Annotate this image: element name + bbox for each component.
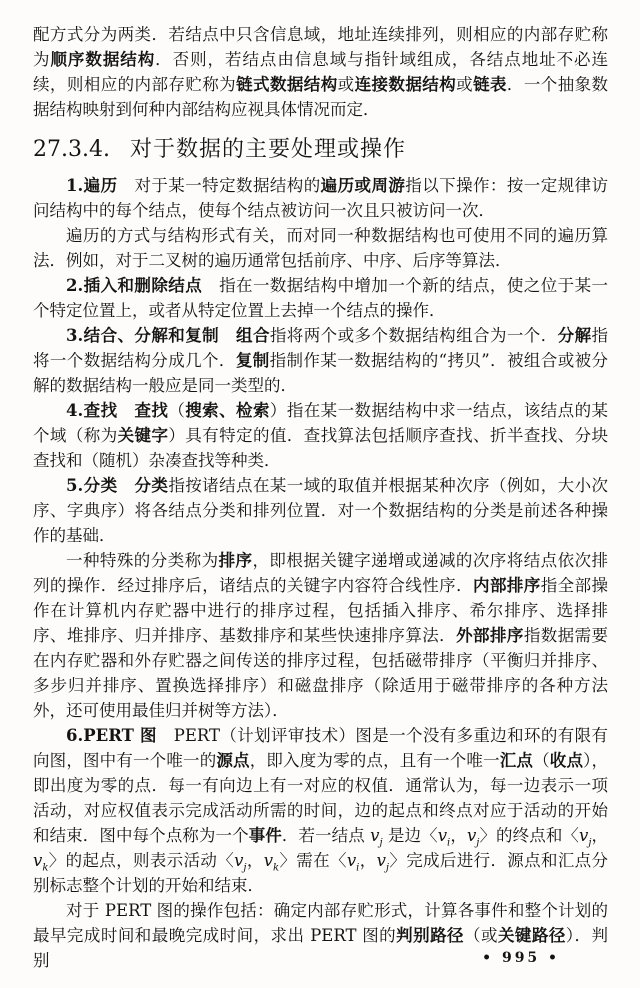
text-run: 或 <box>337 75 355 94</box>
subscript: j <box>385 862 390 874</box>
text-run: PERT（计划评审技术）图是一个没有多重边和环的有限有向图，图中有一个唯一的 <box>33 726 608 770</box>
bold-term: 关键字 <box>117 426 169 445</box>
bold-term: 1.遍历 <box>66 176 118 195</box>
text-run: ）具有特定的值．查找算法包括顺序查找、折半查找、分块查找和（随机）杂凑查找等种类． <box>33 426 609 470</box>
text-run: 对于某一特定数据结构的 <box>117 176 321 195</box>
bold-term: 内部排序 <box>473 576 541 595</box>
bold-term: 顺序数据结构 <box>50 50 156 69</box>
bold-term: 搜索、检索 <box>185 401 270 420</box>
text-run: ．若一结点 <box>281 826 371 845</box>
text-run: ，即入度为零的点，且有一个唯一 <box>249 751 500 770</box>
bold-term: 6.PERT 图 <box>66 726 157 745</box>
text-run: 对于 PERT 图的操作包括：确定内部存贮形式，计算各事件和整个计划的最早完成时间和最晚完成时间，求出 PERT 图的 <box>33 901 608 945</box>
section-heading <box>33 137 608 162</box>
math-variable: v <box>579 826 589 845</box>
text-run: 指在一数据结构中增加一个新的结点，使之位于某一个特定位置上，或者从特定位置上去掉一个结点的操作． <box>33 276 608 320</box>
subscript: k <box>42 862 49 874</box>
paragraph-pert <box>33 723 608 898</box>
math-variable: v <box>346 851 357 870</box>
text-run: ）．判别 <box>33 926 609 970</box>
text-run: 配方式分为两类．若结点中只含信息域，地址连续排列，则相应的内部存贮称为 <box>33 25 608 69</box>
text-run <box>219 326 236 345</box>
text-run: （或 <box>464 926 498 945</box>
bold-term: 复制 <box>235 351 270 370</box>
text-run: 〉完成后进行．源点和汇点分别标志整个计划的开始和结束． <box>33 851 609 895</box>
subscript: j <box>588 837 592 849</box>
bold-term: 事件 <box>248 826 282 845</box>
text-run <box>118 401 135 420</box>
bold-term: 连接数据结构 <box>354 75 457 94</box>
text-run: 〉的起点，则表示活动〈 <box>48 851 235 870</box>
bold-term: 分类 <box>134 476 169 495</box>
page-number: • 995 • <box>482 950 560 966</box>
text-run <box>118 476 135 495</box>
math-variable: v <box>376 851 386 870</box>
text-run: 指以下操作：按一定规律访问结构中的每个结点，使每个结点被访问一次且只被访问一次． <box>33 176 609 220</box>
paragraph-classify <box>33 473 608 548</box>
bold-term: 收点 <box>549 751 584 770</box>
text-run: 指全部操作在计算机内存贮器中进行的排序过程，包括插入排序、希尔排序、选择排序、堆排序、归并排序、基数排序和某些快速排序算法． <box>33 576 609 645</box>
text-run: ．否则，若结点由信息域与指针域组成，各结点地址不必连续，则相应的内部存贮称为 <box>33 50 608 94</box>
section-title: 对于数据的主要处理或操作 <box>129 137 406 162</box>
subscript: k <box>273 862 280 874</box>
paragraph-intro <box>33 22 608 122</box>
bold-term: 汇点 <box>499 751 534 770</box>
text-run: ），即出度为零的点．每一有向边上有一对应的权值．通常认为，每一边表示一项活动，对应权值表示完成活动所需的时间，边的起点和终点对应于活动的开始和结束．图中每个点称为一个 <box>33 751 609 845</box>
paragraph-sorting <box>33 548 608 723</box>
bold-term: 链式数据结构 <box>236 75 338 94</box>
text-run: ， <box>450 826 467 845</box>
section-content <box>33 173 608 973</box>
text-run: 指将两个或多个数据结构组合为一个． <box>269 326 558 345</box>
math-variable: v <box>234 851 244 870</box>
paragraph-insert-delete <box>33 273 608 323</box>
text-run: 指按诸结点在某一域的取值并根据某种次序（例如，大小次序、字典序）将各结点分类和排列位置．对一个数据结构的分类是前述各种操作的基础． <box>33 476 609 545</box>
subscript: i <box>356 862 360 874</box>
bold-term: 2.插入和删除结点 <box>66 276 203 295</box>
subscript: i <box>447 837 451 849</box>
bold-term: 分解 <box>557 326 592 345</box>
text-run: ．一个抽象数据结构映射到何种内部结构应视具体情况而定． <box>33 75 609 119</box>
text-run: ， <box>591 826 609 845</box>
math-variable: v <box>33 851 43 870</box>
bold-term: 链表 <box>473 75 507 94</box>
text-run: 一种特殊的分类称为 <box>66 551 219 570</box>
text-run: ， <box>246 851 264 870</box>
text-run: （ <box>168 401 186 420</box>
text-run: （ <box>533 751 550 770</box>
bold-term: 5.分类 <box>66 476 118 495</box>
text-run: 〉的终点和〈 <box>479 826 580 845</box>
bold-term: 关键路径 <box>497 926 566 945</box>
bold-term: 外部排序 <box>456 626 524 645</box>
subscript: j <box>476 837 480 849</box>
bold-term: 4.查找 <box>66 401 118 420</box>
math-variable: v <box>437 826 448 845</box>
math-variable: v <box>466 826 477 845</box>
subscript: j <box>379 837 383 849</box>
math-variable: v <box>370 826 380 845</box>
bold-term: 3.结合、分解和复制 <box>66 326 220 345</box>
text-run: ）指在某一数据结构中求一结点，该结点的某个域（称为 <box>33 401 609 445</box>
bold-term: 遍历或周游 <box>320 176 406 195</box>
text-run: 指将一个数据结构分成几个． <box>33 326 609 370</box>
text-run: ，即根据关键字递增或递减的次序将结点依次排列的操作．经过排序后，诸结点的关键字内容符合线性序． <box>33 551 609 595</box>
paragraph-traversal <box>33 173 608 223</box>
paragraph-search <box>33 398 608 473</box>
bold-term: 判别路径 <box>396 926 465 945</box>
text-run: 指数据需要在内存贮器和外存贮器之间传送的排序过程，包括磁带排序（平衡归并排序、多步归并排序、置换选择排序）和磁盘排序（除适用于磁带排序的各种方法外，还可使用最佳归并树等方法）． <box>33 626 609 720</box>
text-run: 是边〈 <box>382 826 438 845</box>
bold-term: 组合 <box>236 326 270 345</box>
text-run: 或 <box>456 75 474 94</box>
math-variable: v <box>263 851 274 870</box>
bold-term: 源点 <box>216 751 250 770</box>
subscript: j <box>243 862 247 874</box>
document-body <box>33 22 608 973</box>
text-run: ， <box>359 851 377 870</box>
text-run: 〉需在〈 <box>279 851 347 870</box>
section-number: 27.3.4. <box>33 137 110 162</box>
paragraph-traversal-methods <box>33 223 608 273</box>
paragraph-combine-split-copy <box>33 323 608 398</box>
bold-term: 查找 <box>134 401 169 420</box>
text-run: 指制作某一数据结构的“拷贝”．被组合或被分解的数据结构一般应是同一类型的． <box>33 351 609 395</box>
text-run: 遍历的方式与结构形式有关，而对同一种数据结构也可使用不同的遍历算法．例如，对于二叉树的遍历通常包括前序、中序、后序等算法． <box>33 226 608 270</box>
bold-term: 排序 <box>218 551 253 570</box>
